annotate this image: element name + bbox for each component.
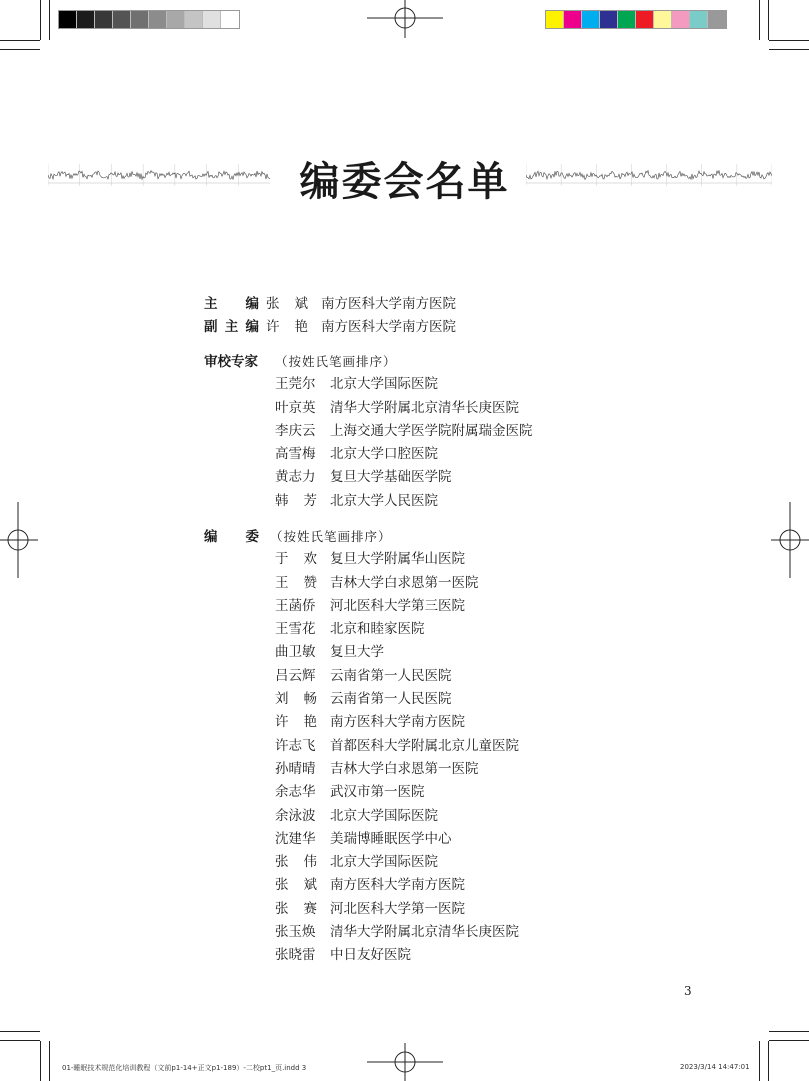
member-row xyxy=(204,490,533,513)
institution: 首都医科大学附属北京儿童医院 xyxy=(330,737,519,754)
member-row xyxy=(204,397,533,420)
editor-list xyxy=(204,548,519,967)
member-row xyxy=(204,781,519,804)
color-swatch xyxy=(203,11,221,28)
person-name: 于 欢 xyxy=(275,551,317,568)
editors-section xyxy=(204,525,519,968)
person-name: 沈建华 xyxy=(275,830,316,847)
color-swatch xyxy=(690,11,708,28)
color-swatch xyxy=(77,11,95,28)
member-row xyxy=(204,898,519,921)
color-swatch xyxy=(672,11,690,28)
person-name: 余泳波 xyxy=(275,807,316,824)
color-swatch xyxy=(636,11,654,28)
color-swatch xyxy=(582,11,600,28)
member-row xyxy=(204,688,519,711)
institution: 清华大学附属北京清华长庚医院 xyxy=(330,924,519,941)
member-row xyxy=(204,595,519,618)
institution: 北京大学人民医院 xyxy=(330,492,438,509)
person-name: 许 艳 xyxy=(275,714,317,731)
member-row xyxy=(204,944,519,967)
reviewer-list xyxy=(204,373,533,513)
institution: 南方医科大学南方医院 xyxy=(330,877,465,894)
reviewers-section xyxy=(204,350,533,513)
member-row xyxy=(204,805,519,828)
chief-editor-row xyxy=(204,293,456,316)
color-swatch xyxy=(149,11,167,28)
person-name: 韩 芳 xyxy=(275,492,317,509)
institution: 云南省第一人民医院 xyxy=(330,667,452,684)
institution: 南方医科大学南方医院 xyxy=(330,714,465,731)
person-name: 许志飞 xyxy=(275,737,316,754)
institution: 北京大学口腔医院 xyxy=(330,446,438,463)
role-label: 审校专家 xyxy=(204,354,258,370)
role-label: 副 主 编 xyxy=(204,319,259,336)
color-swatch xyxy=(95,11,113,28)
institution: 北京大学国际医院 xyxy=(330,807,438,824)
member-row xyxy=(204,443,533,466)
institution: 河北医科大学第一医院 xyxy=(330,900,465,917)
sort-note: （按姓氏笔画排序） xyxy=(270,529,392,544)
color-swatch xyxy=(618,11,636,28)
footer-file-info: 01-睡眠技术规范化培训教程（文前p1-14+正文p1-189）-二校pt1_页.indd 3 xyxy=(62,1064,307,1072)
member-row xyxy=(204,874,519,897)
member-row xyxy=(204,711,519,734)
color-swatch xyxy=(708,11,726,28)
institution: 中日友好医院 xyxy=(330,947,411,964)
person-name: 王雪花 xyxy=(275,621,316,638)
section-heading xyxy=(204,525,519,548)
person-name: 刘 畅 xyxy=(275,691,317,708)
institution: 北京大学国际医院 xyxy=(330,854,438,871)
registration-mark-icon xyxy=(769,502,809,578)
color-swatch xyxy=(221,11,239,28)
member-row xyxy=(204,373,533,396)
person-name: 高雪梅 xyxy=(275,446,316,463)
person-name: 王菡侨 xyxy=(275,597,316,614)
page-title: 编委会名单 xyxy=(299,158,510,205)
person-name: 孙晴晴 xyxy=(275,760,316,777)
person-name: 张 伟 xyxy=(275,854,317,871)
member-row xyxy=(204,466,533,489)
institution: 南方医科大学南方医院 xyxy=(321,319,456,336)
member-row xyxy=(204,548,519,571)
member-row xyxy=(204,618,519,641)
institution: 北京大学国际医院 xyxy=(330,376,438,393)
institution: 河北医科大学第三医院 xyxy=(330,597,465,614)
institution: 武汉市第一医院 xyxy=(330,784,425,801)
person-name: 张晓雷 xyxy=(275,947,316,964)
institution: 云南省第一人民医院 xyxy=(330,691,452,708)
person-name: 张 赛 xyxy=(275,900,317,917)
footer-timestamp: 2023/3/14 14:47:01 xyxy=(680,1063,750,1071)
member-row xyxy=(204,572,519,595)
institution: 清华大学附属北京清华长庚医院 xyxy=(330,399,519,416)
person-name: 李庆云 xyxy=(275,422,316,439)
color-swatch xyxy=(564,11,582,28)
process-color-bar xyxy=(545,10,727,29)
institution: 复旦大学基础医学院 xyxy=(330,469,452,486)
color-swatch xyxy=(113,11,131,28)
member-row xyxy=(204,828,519,851)
member-row xyxy=(204,735,519,758)
deputy-editor-row xyxy=(204,316,456,339)
person-name: 张玉焕 xyxy=(275,924,316,941)
color-swatch xyxy=(167,11,185,28)
person-name: 叶京英 xyxy=(275,399,316,416)
person-name: 吕云辉 xyxy=(275,667,316,684)
member-row xyxy=(204,641,519,664)
color-swatch xyxy=(59,11,77,28)
color-swatch xyxy=(546,11,564,28)
person-name: 许 艳 xyxy=(266,319,308,336)
grayscale-color-bar xyxy=(58,10,240,29)
page-number: 3 xyxy=(684,984,692,998)
color-swatch xyxy=(185,11,203,28)
person-name: 余志华 xyxy=(275,784,316,801)
color-swatch xyxy=(131,11,149,28)
person-name: 张 斌 xyxy=(275,877,317,894)
institution: 北京和睦家医院 xyxy=(330,621,425,638)
color-swatch xyxy=(654,11,672,28)
eeg-wave-decoration-right xyxy=(526,160,772,190)
member-row xyxy=(204,665,519,688)
member-row xyxy=(204,921,519,944)
person-name: 黄志力 xyxy=(275,469,316,486)
registration-mark-icon xyxy=(367,0,443,40)
person-name: 曲卫敏 xyxy=(275,644,316,661)
role-label: 编 委 xyxy=(204,529,259,545)
person-name: 王 赞 xyxy=(275,574,317,591)
institution: 复旦大学 xyxy=(330,644,384,661)
institution: 上海交通大学医学院附属瑞金医院 xyxy=(330,422,533,439)
institution: 吉林大学白求恩第一医院 xyxy=(330,574,479,591)
person-name: 张 斌 xyxy=(266,296,308,312)
chief-editors xyxy=(204,293,456,340)
member-row xyxy=(204,851,519,874)
registration-mark-icon xyxy=(367,1043,443,1081)
institution: 复旦大学附属华山医院 xyxy=(330,551,465,568)
role-label: 主 编 xyxy=(204,296,259,312)
registration-mark-icon xyxy=(0,502,40,578)
institution: 吉林大学白求恩第一医院 xyxy=(330,760,479,777)
member-row xyxy=(204,758,519,781)
member-row xyxy=(204,420,533,443)
sort-note: （按姓氏笔画排序） xyxy=(275,354,397,369)
institution: 美瑞博睡眠医学中心 xyxy=(330,830,452,847)
institution: 南方医科大学南方医院 xyxy=(321,296,456,312)
color-swatch xyxy=(600,11,618,28)
section-heading xyxy=(204,350,533,373)
person-name: 王莞尔 xyxy=(275,376,316,393)
